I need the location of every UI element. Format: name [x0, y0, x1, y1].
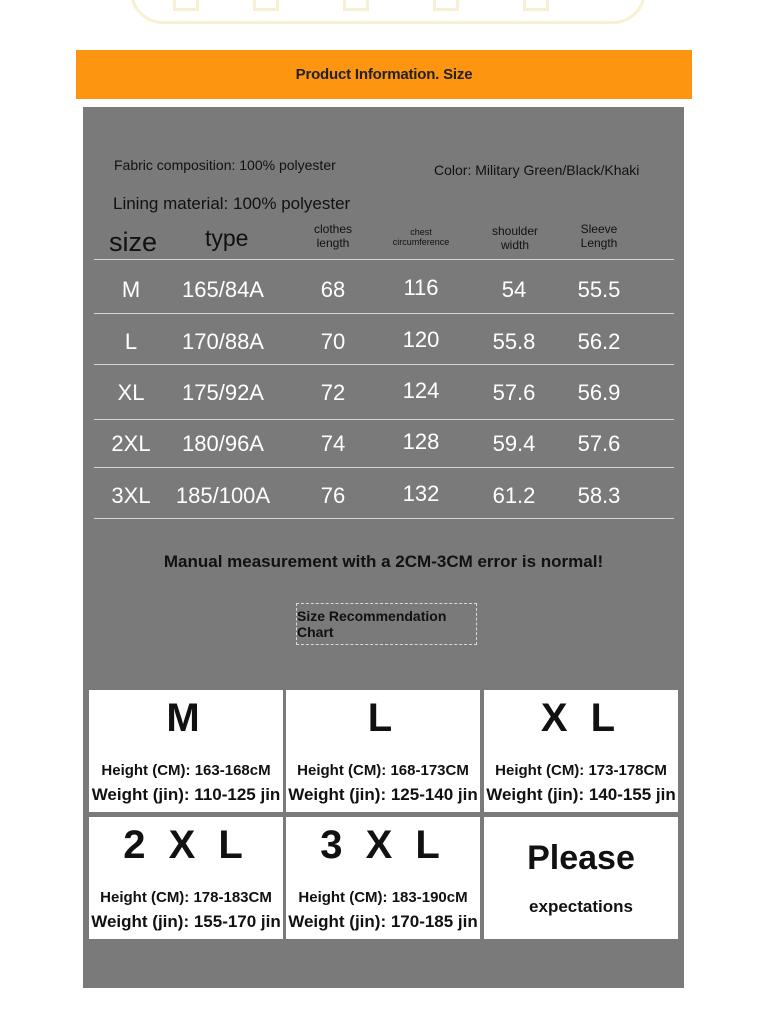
please-card: Please expectations [484, 817, 678, 939]
size-card-l: L Height (CM): 168-173CM Weight (jin): 125-140 jin [286, 690, 480, 812]
color-info: Color: Military Green/Black/Khaki [434, 162, 640, 178]
header-size: size [109, 227, 158, 257]
table-rule [94, 467, 674, 468]
section-title-bar [76, 50, 692, 99]
size-info-panel: Fabric composition: 100% polyester Color: Military Green/Black/Khaki Lining material: 100% polyester size type clothes length chest circumference shoulder width Sleeve Length M 165/84A 68 116 54 55.5 L 170/88A 70 120 55.8 56.2 XL 175/92A 72 124 57.6 56.9 2XL 180/96A 74 128 59.4 57.6 3XL 185/100A 76 132 61.2 58.3 Manual measurement with a 2CM-3CM error is normal! Size Recommendation Chart [83, 107, 684, 988]
section-title: Product Information. Size [295, 66, 473, 83]
size-card-m: M Height (CM): 163-168cM Weight (jin): 110-125 jin [89, 690, 283, 812]
table-rule [94, 364, 674, 365]
size-card-2xl: 2 X L Height (CM): 178-183CM Weight (jin): 155-170 jin [89, 817, 283, 939]
header-chest: chest circumference [392, 227, 450, 248]
size-card-3xl: 3 X L Height (CM): 183-190cM Weight (jin): 170-185 jin [286, 817, 480, 939]
header-shoulder: shoulder width [491, 224, 539, 252]
table-rule [94, 518, 674, 519]
header-sleeve: Sleeve Length [580, 222, 618, 250]
lining-material: Lining material: 100% polyester [113, 194, 351, 213]
table-rule [94, 259, 674, 260]
size-card-xl: X L Height (CM): 173-178CM Weight (jin): 140-155 jin [484, 690, 678, 812]
size-recommendation-title: Size Recommendation Chart [296, 603, 477, 645]
faded-logo-graphic [130, 0, 646, 24]
measurement-note: Manual measurement with a 2CM-3CM error is normal! [163, 552, 604, 571]
table-rule [94, 419, 674, 420]
header-clothes-length: clothes length [313, 222, 353, 250]
table-rule [94, 313, 674, 314]
header-type: type [205, 225, 249, 251]
fabric-composition: Fabric composition: 100% polyester [114, 157, 336, 173]
